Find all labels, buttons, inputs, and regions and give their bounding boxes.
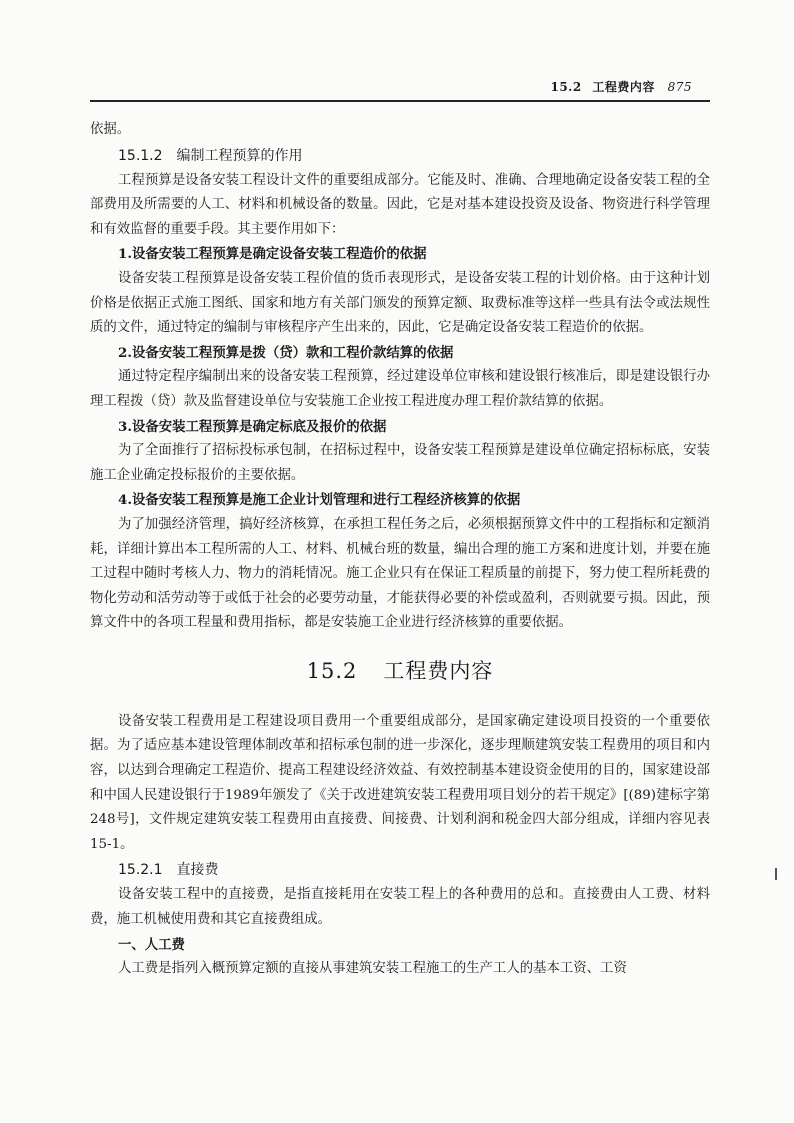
list-heading-3: 3.设备安装工程预算是确定标底及报价的依据 [118,418,387,435]
paragraph: 为了全面推行了招标投标承包制，在招标过程中，设备安装工程预算是建设单位确定招标标底，安装施工企业确定投标报价的主要依据。 [90,443,710,483]
paragraph-continuation: 依据。 [90,122,131,137]
subsection-heading-15-1-2 [90,144,710,169]
subsection-number: 15.1.2 [118,147,163,164]
header-section-number: 15.2 [550,80,582,94]
subsection-title: 编制工程预算的作用 [176,147,303,164]
list-heading-labor-cost: 一、人工费 [118,936,185,953]
paragraph: 工程预算是设备安装工程设计文件的重要组成部分。它能及时、准确、合理地确定设备安装工程的全部费用及所需要的人工、材料和机械设备的数量。因此，它是对基本建设投资及设备、物资进行科学管理和有效监督的重要手段。其主要作用如下： [90,172,710,237]
subsection-title: 直接费 [176,862,219,879]
paragraph: 设备安装工程预算是设备安装工程价值的货币表现形式，是设备安装工程的计划价格。由于这种计划价格是依据正式施工图纸、国家和地方有关部门颁发的预算定额、取费标准等这样一些具有法令或法规性质的文件，通过特定的编制与审核程序产生出来的，因此，它是确定设备安装工程造价的依据。 [90,270,710,336]
paragraph: 通过特定程序编制出来的设备安装工程预算，经过建设单位审核和建设银行核准后，即是建设银行办理工程拨（贷）款及监督建设单位与安装施工企业按工程进度办理工程价款结算的依据。 [90,369,710,409]
running-header-text [550,78,692,95]
page-body [90,118,710,982]
subsection-heading-15-2-1 [90,858,710,883]
list-heading-4: 4.设备安装工程预算是施工企业计划管理和进行工程经济核算的依据 [118,492,521,509]
running-header [90,78,710,102]
page-number: 875 [667,80,692,94]
paragraph: 人工费是指列入概预算定额的直接从事建筑安装工程施工的生产工人的基本工资、工资 [118,961,627,977]
section-title: 工程费内容 [383,658,494,683]
list-heading-1: 1.设备安装工程预算是确定设备安装工程造价的依据 [118,246,427,263]
subsection-number: 15.2.1 [118,862,163,879]
section-heading-15-2 [90,656,710,686]
header-section-title: 工程费内容 [592,80,655,94]
paragraph: 为了加强经济管理，搞好经济核算，在承担工程任务之后，必须根据预算文件中的工程指标和定额消耗，详细计算出本工程所需的人工、材料、机械台班的数量，编出合理的施工方案和进度计划，并要在施工过程中随时考核人力、物力的消耗情况。施工企业只有在保证工程质量的前提下，努力使工程所耗费的物化劳动和活劳动等于或低于社会的必要劳动量，才能获得必要的补偿或盈利，否则就要亏损。因此，预算文件中的各项工程量和费用指标，都是安装施工企业进行经济核算的重要依据。 [90,516,710,631]
section-number: 15.2 [306,658,358,683]
paragraph: 设备安装工程费用是工程建设项目费用一个重要组成部分，是国家确定建设项目投资的一个重要依据。为了适应基本建设管理体制改革和招标承包制的进一步深化，逐步理顺建筑安装工程费用的项目和内容，以达到合理确定工程造价、提高工程建设经济效益、有效控制基本建设资金使用的目的，国家建设部和中国人民建设银行于1989年颁发了《关于改进建筑安装工程费用项目划分的若干规定》[(89)建标字第248号]，文件规定建筑安装工程费用由直接费、间接费、计划利润和税金四大部分组成，详细内容见表15-1。 [90,713,710,852]
margin-mark [775,868,777,880]
list-heading-2: 2.设备安装工程预算是拨（贷）款和工程价款结算的依据 [118,344,454,361]
paragraph: 设备安装工程中的直接费，是指直接耗用在安装工程上的各种费用的总和。直接费由人工费、材料费，施工机械使用费和其它直接费组成。 [90,887,710,928]
